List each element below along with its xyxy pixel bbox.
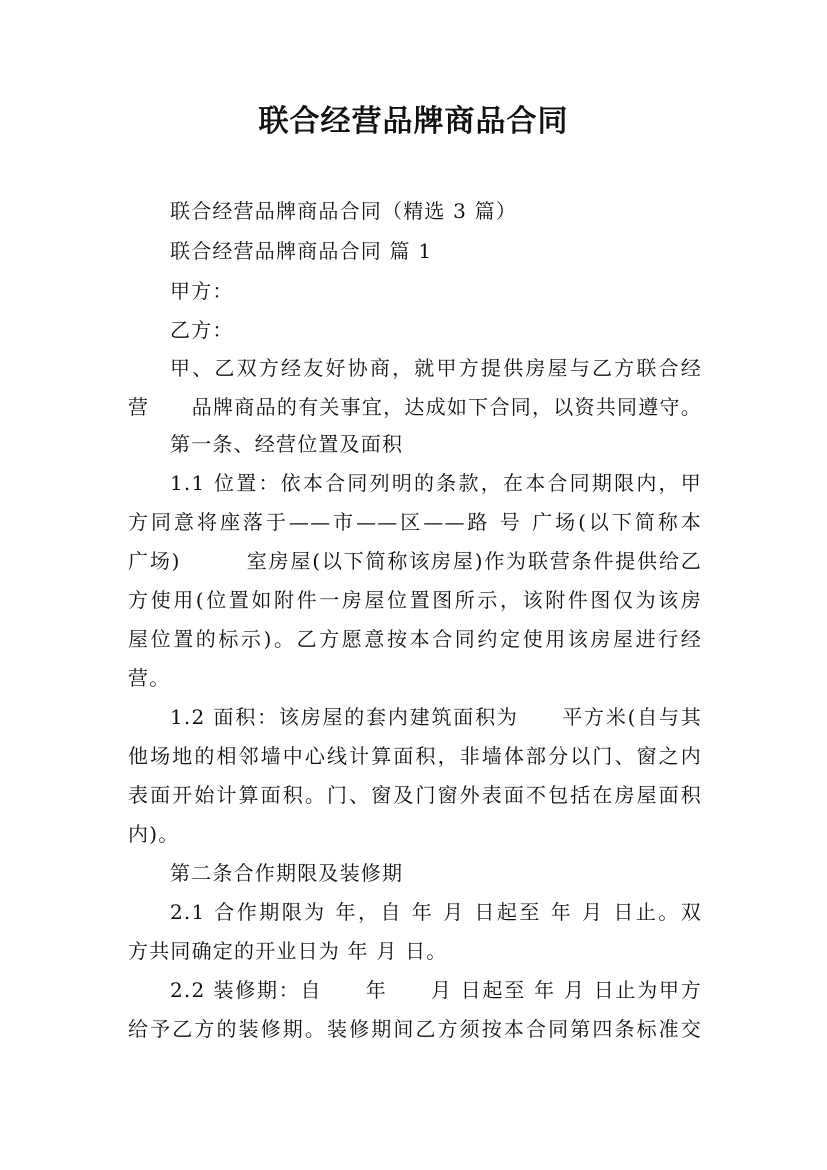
section-heading: 联合经营品牌商品合同 篇 1: [170, 239, 433, 263]
paragraph-line: 广场) 室房屋(以下简称该房屋)作为联营条件提供给乙: [128, 549, 702, 573]
article-heading: 第一条、经营位置及面积: [170, 432, 404, 456]
party-a-label: 甲方：: [170, 279, 234, 303]
paragraph-line: 他场地的相邻墙中心线计算面积，非墙体部分以门、窗之内: [128, 744, 702, 768]
paragraph-line: 2.2 装修期：自 年 月 日起至 年 月 日止为甲方: [170, 978, 702, 1002]
paragraph-line: 屋位置的标示)。乙方愿意按本合同约定使用该房屋进行经: [128, 627, 702, 651]
paragraph-line: 营 品牌商品的有关事宜，达成如下合同，以资共同遵守。: [128, 395, 702, 419]
article-heading: 第二条合作期限及装修期: [170, 861, 404, 885]
paragraph-line: 给予乙方的装修期。装修期间乙方须按本合同第四条标准交: [128, 1017, 702, 1041]
paragraph-line: 方使用(位置如附件一房屋位置图所示，该附件图仅为该房: [128, 588, 702, 612]
subtitle-line: 联合经营品牌商品合同（精选 3 篇）: [170, 199, 518, 223]
paragraph-line: 营。: [128, 666, 171, 690]
paragraph-line: 甲、乙双方经友好协商，就甲方提供房屋与乙方联合经: [170, 356, 702, 380]
party-b-label: 乙方：: [170, 318, 234, 342]
paragraph-line: 表面开始计算面积。门、窗及门窗外表面不包括在房屋面积: [128, 783, 702, 807]
paragraph-line: 1.2 面积：该房屋的套内建筑面积为 平方米(自与其: [170, 705, 702, 729]
paragraph-line: 内)。: [128, 822, 180, 846]
paragraph-line: 2.1 合作期限为 年，自 年 月 日起至 年 月 日止。双: [170, 900, 702, 924]
paragraph-line: 方共同确定的开业日为 年 月 日。: [128, 939, 448, 963]
paragraph-line: 方同意将座落于——市——区——路 号 广场(以下简称本: [128, 510, 702, 534]
document-title: 联合经营品牌商品合同: [258, 104, 569, 139]
paragraph-line: 1.1 位置：依本合同列明的条款，在本合同期限内，甲: [170, 471, 702, 495]
